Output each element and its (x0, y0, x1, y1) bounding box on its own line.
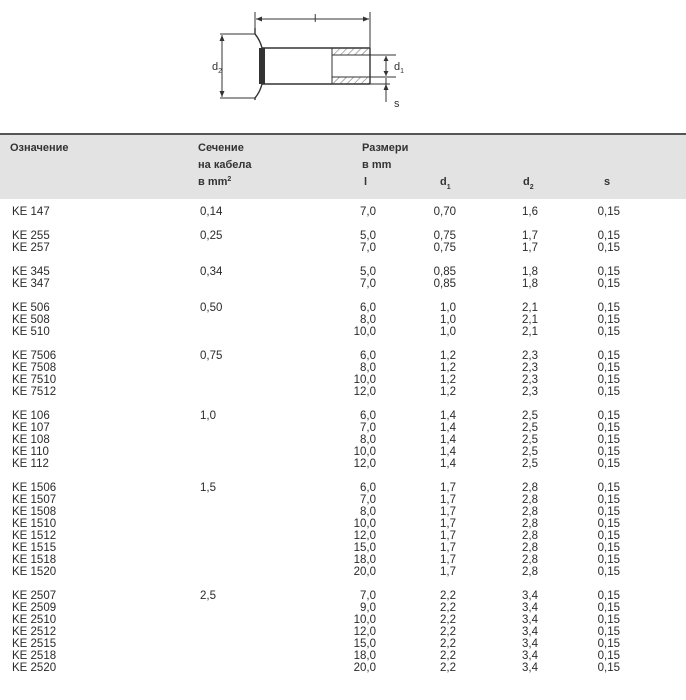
d1-cell: 2,2 (440, 590, 456, 602)
header-designation: Означение (10, 142, 69, 154)
designation-cell: KE 2509 (12, 602, 57, 614)
table-row (0, 542, 686, 554)
d1-cell: 2,2 (440, 626, 456, 638)
table-row (0, 206, 686, 218)
table-group (0, 266, 686, 290)
d1-cell: 1,7 (440, 482, 456, 494)
table-row (0, 662, 686, 674)
length-cell: 7,0 (360, 590, 376, 602)
length-cell: 8,0 (360, 314, 376, 326)
designation-cell: KE 345 (12, 266, 50, 278)
table-row (0, 626, 686, 638)
s-cell: 0,15 (597, 638, 620, 650)
d1-cell: 2,2 (440, 662, 456, 674)
table-row (0, 458, 686, 470)
length-cell: 12,0 (353, 458, 376, 470)
length-cell: 10,0 (353, 326, 376, 338)
d1-cell: 1,4 (440, 434, 456, 446)
d1-cell: 1,4 (440, 446, 456, 458)
table-row (0, 302, 686, 314)
table-row (0, 638, 686, 650)
length-cell: 9,0 (360, 602, 376, 614)
s-cell: 0,15 (597, 662, 620, 674)
d1-cell: 0,85 (433, 278, 456, 290)
table-row (0, 350, 686, 362)
length-cell: 6,0 (360, 410, 376, 422)
s-cell: 0,15 (597, 326, 620, 338)
designation-cell: KE 1518 (12, 554, 57, 566)
d1-cell: 1,2 (440, 386, 456, 398)
designation-cell: KE 1520 (12, 566, 57, 578)
table-row (0, 446, 686, 458)
section-cell: 0,25 (200, 230, 223, 242)
d1-cell: 1,7 (440, 518, 456, 530)
section-cell: 0,14 (200, 206, 223, 218)
d2-cell: 2,5 (522, 410, 538, 422)
d2-cell: 2,1 (522, 314, 538, 326)
section-cell: 2,5 (200, 590, 216, 602)
length-cell: 7,0 (360, 278, 376, 290)
table-row (0, 278, 686, 290)
header-col-s: s (604, 176, 611, 188)
designation-cell: KE 7512 (12, 386, 57, 398)
d1-cell: 1,7 (440, 554, 456, 566)
inner-diameter-dimension (370, 55, 396, 102)
s-cell: 0,15 (597, 230, 620, 242)
d2-cell: 1,8 (522, 266, 538, 278)
s-cell: 0,15 (597, 626, 620, 638)
table-row (0, 614, 686, 626)
table-row (0, 362, 686, 374)
d2-cell: 1,7 (522, 242, 538, 254)
designation-cell: KE 7506 (12, 350, 57, 362)
table-row (0, 374, 686, 386)
d2-cell: 2,3 (522, 362, 538, 374)
table-row (0, 650, 686, 662)
d2-label: $d_2$ (212, 61, 223, 75)
d1-cell: 1,0 (440, 326, 456, 338)
s-cell: 0,15 (597, 542, 620, 554)
length-cell: 18,0 (353, 554, 376, 566)
designation-cell: KE 147 (12, 206, 50, 218)
s-cell: 0,15 (597, 566, 620, 578)
s-cell: 0,15 (597, 302, 620, 314)
header-section: Сечение на кабела в $mm^2$ (198, 142, 252, 188)
designation-cell: KE 510 (12, 326, 50, 338)
d2-cell: 2,3 (522, 374, 538, 386)
d1-cell: 2,2 (440, 650, 456, 662)
designation-cell: KE 257 (12, 242, 50, 254)
s-cell: 0,15 (597, 350, 620, 362)
designation-cell: KE 2518 (12, 650, 57, 662)
s-cell: 0,15 (597, 410, 620, 422)
d1-cell: 1,2 (440, 374, 456, 386)
table-row (0, 266, 686, 278)
length-cell: 8,0 (360, 362, 376, 374)
length-dimension (255, 12, 370, 48)
section-cell: 0,75 (200, 350, 223, 362)
length-cell: 7,0 (360, 422, 376, 434)
length-cell: 6,0 (360, 302, 376, 314)
d2-cell: 3,4 (522, 602, 538, 614)
length-cell: 10,0 (353, 446, 376, 458)
table-group (0, 302, 686, 338)
d1-cell: 1,0 (440, 314, 456, 326)
table-row (0, 434, 686, 446)
length-cell: 10,0 (353, 518, 376, 530)
d1-cell: 1,4 (440, 410, 456, 422)
s-cell: 0,15 (597, 554, 620, 566)
d1-cell: 1,2 (440, 362, 456, 374)
s-cell: 0,15 (597, 266, 620, 278)
table-body (0, 206, 686, 686)
table-row (0, 326, 686, 338)
section-cell: 1,0 (200, 410, 216, 422)
table-row (0, 230, 686, 242)
length-cell: 7,0 (360, 494, 376, 506)
d2-cell: 3,4 (522, 638, 538, 650)
length-cell: 6,0 (360, 350, 376, 362)
d1-cell: 1,7 (440, 506, 456, 518)
d1-cell: 1,4 (440, 458, 456, 470)
d2-cell: 3,4 (522, 590, 538, 602)
length-cell: 8,0 (360, 506, 376, 518)
d1-cell: 1,7 (440, 542, 456, 554)
d1-cell: 0,75 (433, 242, 456, 254)
d2-cell: 2,1 (522, 326, 538, 338)
designation-cell: KE 7510 (12, 374, 57, 386)
table-group (0, 590, 686, 674)
designation-cell: KE 7508 (12, 362, 57, 374)
d2-cell: 2,8 (522, 482, 538, 494)
d1-cell: 1,7 (440, 530, 456, 542)
d1-cell: 1,0 (440, 302, 456, 314)
table-header (0, 133, 686, 199)
d1-cell: 0,85 (433, 266, 456, 278)
d2-cell: 2,8 (522, 506, 538, 518)
table-row (0, 530, 686, 542)
section-cell: 0,34 (200, 266, 223, 278)
d2-cell: 2,8 (522, 518, 538, 530)
d2-cell: 2,8 (522, 566, 538, 578)
s-cell: 0,15 (597, 434, 620, 446)
d1-cell: 2,2 (440, 602, 456, 614)
length-cell: 7,0 (360, 242, 376, 254)
designation-cell: KE 2507 (12, 590, 57, 602)
designation-cell: KE 506 (12, 302, 50, 314)
designation-cell: KE 508 (12, 314, 50, 326)
d2-cell: 2,8 (522, 494, 538, 506)
s-label: s (394, 98, 400, 110)
section-cell: 1,5 (200, 482, 216, 494)
designation-cell: KE 112 (12, 458, 49, 470)
d2-cell: 3,4 (522, 650, 538, 662)
table-row (0, 482, 686, 494)
designation-cell: KE 110 (12, 446, 49, 458)
d2-cell: 2,3 (522, 386, 538, 398)
designation-cell: KE 255 (12, 230, 50, 242)
s-cell: 0,15 (597, 422, 620, 434)
table-row (0, 422, 686, 434)
designation-cell: KE 1506 (12, 482, 57, 494)
s-cell: 0,15 (597, 242, 620, 254)
table-group (0, 230, 686, 254)
table-row (0, 494, 686, 506)
d2-cell: 3,4 (522, 626, 538, 638)
designation-cell: KE 1508 (12, 506, 57, 518)
s-cell: 0,15 (597, 530, 620, 542)
length-cell: 20,0 (353, 566, 376, 578)
s-cell: 0,15 (597, 590, 620, 602)
d1-label: $d_1$ (394, 61, 405, 75)
s-cell: 0,15 (597, 278, 620, 290)
s-cell: 0,15 (597, 458, 620, 470)
length-cell: 12,0 (353, 626, 376, 638)
d1-cell: 2,2 (440, 638, 456, 650)
length-cell: 6,0 (360, 482, 376, 494)
length-cell: 7,0 (360, 206, 376, 218)
s-cell: 0,15 (597, 446, 620, 458)
length-cell: 15,0 (353, 638, 376, 650)
header-col-d1: $d_1$ (440, 176, 451, 191)
table-row (0, 386, 686, 398)
length-cell: 12,0 (353, 386, 376, 398)
d2-cell: 1,7 (522, 230, 538, 242)
d1-cell: 1,7 (440, 494, 456, 506)
designation-cell: KE 1507 (12, 494, 57, 506)
d2-cell: 2,5 (522, 446, 538, 458)
d2-cell: 1,6 (522, 206, 538, 218)
length-label: l (314, 13, 317, 25)
table-row (0, 314, 686, 326)
designation-cell: KE 1515 (12, 542, 57, 554)
d1-cell: 1,2 (440, 350, 456, 362)
table-row (0, 518, 686, 530)
d2-cell: 2,1 (522, 302, 538, 314)
s-cell: 0,15 (597, 650, 620, 662)
table-row (0, 590, 686, 602)
designation-cell: KE 108 (12, 434, 50, 446)
d2-cell: 2,5 (522, 458, 538, 470)
s-cell: 0,15 (597, 506, 620, 518)
header-col-l: l (364, 176, 368, 188)
table-group (0, 206, 686, 218)
designation-cell: KE 107 (12, 422, 50, 434)
d1-cell: 1,7 (440, 566, 456, 578)
table-row (0, 242, 686, 254)
length-cell: 10,0 (353, 374, 376, 386)
designation-cell: KE 347 (12, 278, 50, 290)
outer-diameter-dimension (220, 34, 256, 98)
length-cell: 10,0 (353, 614, 376, 626)
table-row (0, 410, 686, 422)
header-dimensions: Размери в mm (362, 142, 409, 171)
ferrule-drawing (200, 4, 430, 122)
header-col-d2: $d_2$ (523, 176, 534, 191)
designation-cell: KE 2510 (12, 614, 57, 626)
table-row (0, 506, 686, 518)
d2-cell: 2,8 (522, 554, 538, 566)
s-cell: 0,15 (597, 362, 620, 374)
length-cell: 5,0 (360, 230, 376, 242)
s-cell: 0,15 (597, 314, 620, 326)
d1-cell: 0,75 (433, 230, 456, 242)
table-row (0, 566, 686, 578)
d2-cell: 1,8 (522, 278, 538, 290)
d2-cell: 2,5 (522, 422, 538, 434)
d2-cell: 2,8 (522, 542, 538, 554)
designation-cell: KE 2512 (12, 626, 57, 638)
table-row (0, 554, 686, 566)
length-cell: 20,0 (353, 662, 376, 674)
designation-cell: KE 1510 (12, 518, 57, 530)
s-cell: 0,15 (597, 602, 620, 614)
s-cell: 0,15 (597, 386, 620, 398)
designation-cell: KE 106 (12, 410, 50, 422)
s-cell: 0,15 (597, 206, 620, 218)
table-group (0, 410, 686, 470)
d2-cell: 2,3 (522, 350, 538, 362)
designation-cell: KE 2515 (12, 638, 57, 650)
length-cell: 5,0 (360, 266, 376, 278)
d2-cell: 2,8 (522, 530, 538, 542)
table-group (0, 482, 686, 578)
section-cell: 0,50 (200, 302, 223, 314)
d2-cell: 2,5 (522, 434, 538, 446)
d1-cell: 2,2 (440, 614, 456, 626)
d1-cell: 0,70 (433, 206, 456, 218)
d2-cell: 3,4 (522, 662, 538, 674)
d2-cell: 3,4 (522, 614, 538, 626)
s-cell: 0,15 (597, 614, 620, 626)
s-cell: 0,15 (597, 494, 620, 506)
d1-cell: 1,4 (440, 422, 456, 434)
designation-cell: KE 2520 (12, 662, 57, 674)
table-group (0, 350, 686, 398)
length-cell: 15,0 (353, 542, 376, 554)
ferrule-outline (255, 28, 370, 100)
s-cell: 0,15 (597, 482, 620, 494)
length-cell: 18,0 (353, 650, 376, 662)
s-cell: 0,15 (597, 518, 620, 530)
s-cell: 0,15 (597, 374, 620, 386)
length-cell: 8,0 (360, 434, 376, 446)
length-cell: 12,0 (353, 530, 376, 542)
designation-cell: KE 1512 (12, 530, 57, 542)
table-row (0, 602, 686, 614)
